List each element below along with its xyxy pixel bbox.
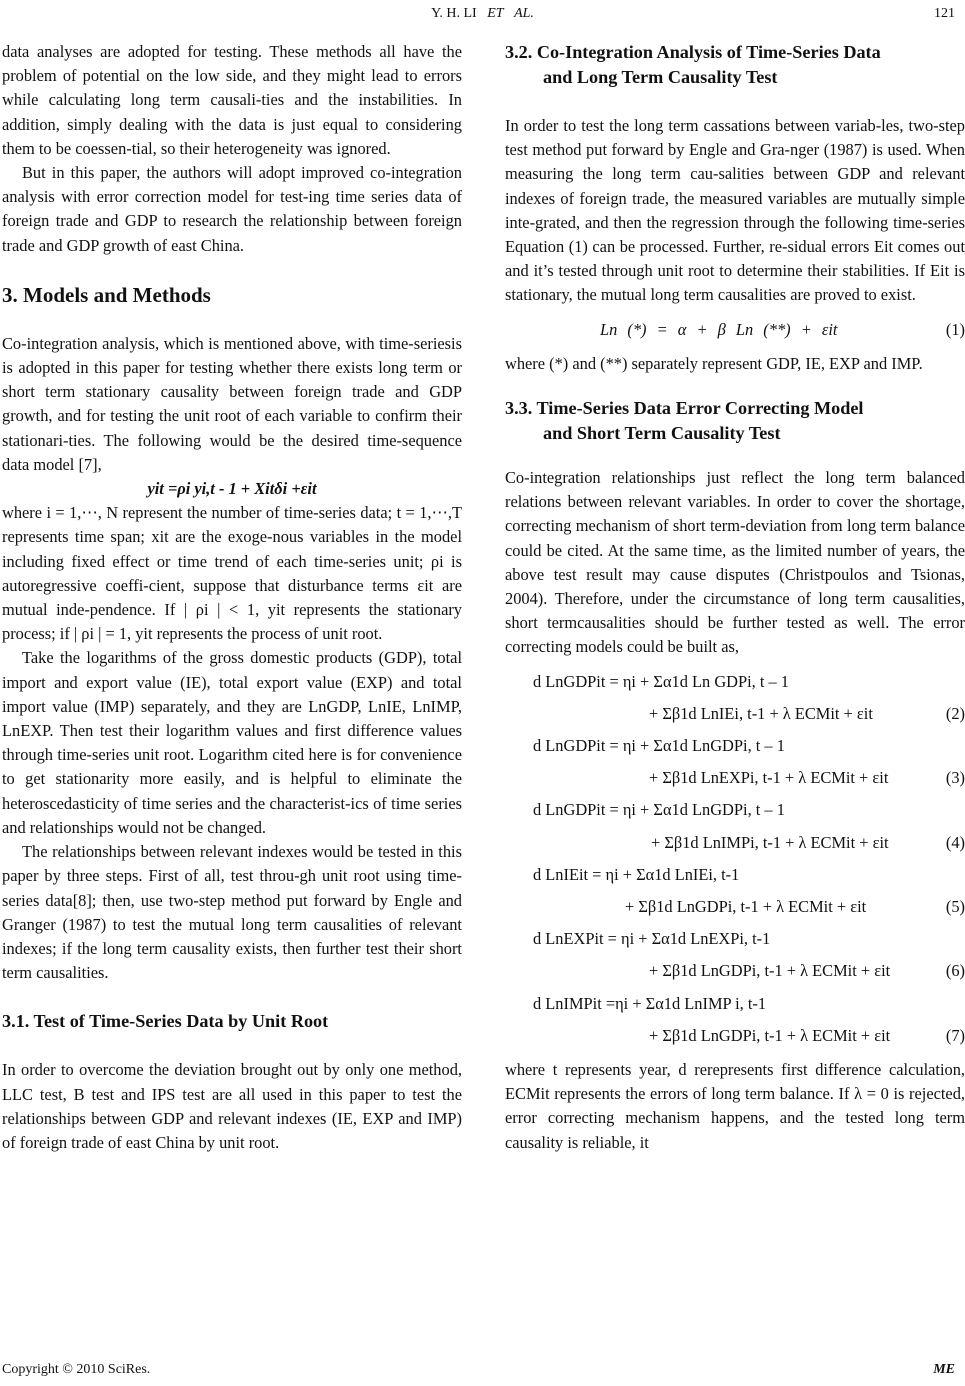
equation-5-number: (5) [945,896,965,916]
equation-2-line-2 [505,702,965,726]
running-head-al: AL. [514,6,534,21]
right-paragraph-4: where t represents year, d rerepresents first difference calculation, ECMit represents the errors of long term balance. If λ = 0 is rejected, error correcting mechanism happens, and the tested long term causality is reliable, it [505,1059,965,1152]
equation-7-lhs: d LnIMPit =ηi + Σα1d LnIMP i, t-1 [533,993,767,1013]
left-paragraph-3: Co-integration analysis, which is mentioned above, with time-seriesis is adopted in this paper for testing whether there exists long term or short term stationary causality between foreign trade and GDP growth, and for testing the unit root of each variable to confirm their stationari-ties. The following would be the desired time-sequence data model [7], [2,333,462,474]
section-3-3-heading-line-1: 3.3. Time-Series Data Error Correcting Model [505,398,864,419]
section-3-3-heading-line-2: and Short Term Causality Test [543,423,781,444]
equation-3-line-2 [505,766,965,790]
equation-6-line-1 [505,927,965,951]
equation-7-rhs: + Σβ1d LnGDPi, t-1 + λ ECMit + εit [649,1025,891,1045]
equation-4-lhs: d LnGDPit = ηi + Σα1d LnGDPi, t – 1 [533,800,785,820]
page-header [0,6,965,26]
equation-6-rhs: + Σβ1d LnGDPi, t-1 + λ ECMit + εit [649,961,891,981]
left-paragraph-7: In order to overcome the deviation brought out by only one method, LLC test, B test and IPS test are all used in this paper to test the relationships between GDP and relevant indexes (IE, EXP and IMP) of foreign trade of east China by unit root. [2,1060,462,1152]
running-head-authors: Y. H. LI [431,6,477,21]
left-paragraph-6: The relationships between relevant indexes would be tested in this paper by three steps. First of all, test throu-gh unit root using time-series data[8]; then, use two-step method put forward by Engle and Granger (1987) to test the mutual long term causalities of relevant indexes; if the long term causality exists, then further test their short term causalities. [2,842,462,983]
equation-4-line-2 [505,831,965,855]
equation-6-line-2 [505,959,965,983]
equation-6-lhs: d LnEXPit = ηi + Σα1d LnEXPi, t-1 [533,929,771,949]
equation-4-line-1 [505,798,965,822]
error-correcting-equations [505,670,965,1048]
equation-1-number: (1) [945,319,965,339]
running-head [0,6,965,22]
equation-5-lhs: d LnIEit = ηi + Σα1d LnIEi, t-1 [533,864,740,884]
right-paragraph-2: where (*) and (**) separately represent GDP, IE, EXP and IMP. [505,353,923,373]
section-3-3-heading [505,396,965,446]
section-3-heading: 3. Models and Methods [2,282,211,307]
equation-7-line-2 [505,1024,965,1048]
left-paragraph-2: But in this paper, the authors will adopt improved co-integration analysis with error correction model for test-ing time series data of foreign trade and GDP to research the relationship between foreign trade and GDP growth of east China. [2,163,462,255]
equation-5-rhs: + Σβ1d LnGDPi, t-1 + λ ECMit + εit [625,896,867,916]
journal-abbreviation: ME [933,1362,955,1377]
equation-4-number: (4) [945,832,965,852]
section-3-2-heading-line-1: 3.2. Co-Integration Analysis of Time-Series Data [505,42,881,62]
section-3-2-heading-line-2: and Long Term Causality Test [543,67,778,87]
left-paragraph-4: where i = 1,⋯, N represent the number of time-series data; t = 1,⋯,T represents time span; xit are the exoge-nous variables in the model including fixed effect or time trend of each time-series unit; ρi is autoregressive coeffi-cient, suppose that disturbance terms εit are mutual inde-pendence. If | ρi | < 1, yit represents the stationary process; if | ρi | = 1, yit represents the process of unit root. [2,503,462,644]
right-column [505,40,965,1155]
equation-2-lhs: d LnGDPit = ηi + Σα1d Ln GDPi, t – 1 [533,671,789,691]
page-number: 121 [934,6,955,21]
running-head-et: ET [487,6,504,21]
section-3-2-heading [505,40,965,90]
right-paragraph-3: Co-integration relationships just reflect the long term balanced relations between relevant variables. In order to cover the shortage, correcting mechanism of short term-deviation from long term balance could be cited. At the same time, as the limited number of years, the above test result may cause disputes (Christpoulos and Tsionas, 2004). Therefore, under the circumstance of long term causalities, short termcausalities should be further tested as well. The error correcting models could be built as, [505,468,965,657]
equation-3-rhs: + Σβ1d LnEXPi, t-1 + λ ECMit + εit [649,768,889,788]
right-paragraph-1: In order to test the long term cassations between variab-les, two-step test method put forward by Engle and Gra-nger (1987) is used. When measuring the long term cau-salities between GDP and relevant indexes of foreign trade, the measured variables are mutually simple inte-grated, and then the regression through the following time-series Equation (1) can be processed. Further, re-sidual errors Eit comes out and it’s tested through unit root to determine their stabilities. If Eit is stationary, the mutual long term causalities are proved to exist. [505,116,965,305]
section-3-1-heading: 3.1. Test of Time-Series Data by Unit Root [2,1011,329,1032]
equation-1-body: Ln (*) = α + β Ln (**) + εit [600,319,838,339]
left-paragraph-1: data analyses are adopted for testing. These methods all have the problem of potential on the low side, and they might lead to errors while calculating long term causali-ties and the instabilities. In addition, simply dealing with the data is just equal to considering them to be coessen-tial, so their heterogeneity was ignored. [2,42,462,158]
equation-2-line-1 [505,670,965,694]
equation-7-number: (7) [945,1025,965,1045]
left-paragraph-5: Take the logarithms of the gross domestic products (GDP), total import and export value (IE), total export value (EXP) and total import value (IMP) separately, and they are LnGDP, LnIE, LnIMP, LnEXP. Then test their logarithm values and first difference values through time-series unit root. Logarithm cited here is for convenience to get stationarity more easily, and is helpful to eliminate the heteroscedasticity of time series and the characterist-ics of time series and relationships would not be changed. [2,648,462,837]
model-equation: yit =ρi yi,t - 1 + Xitδi +εit [147,479,317,499]
equation-3-number: (3) [945,768,965,788]
equation-6-number: (6) [945,961,965,981]
equation-2-rhs: + Σβ1d LnIEi, t-1 + λ ECMit + εit [649,703,873,723]
equation-5-line-2 [505,895,965,919]
equation-7-line-1 [505,992,965,1016]
equation-1 [505,318,965,342]
copyright-notice: Copyright © 2010 SciRes. [2,1362,151,1377]
left-column [2,40,462,1155]
equation-5-line-1 [505,863,965,887]
equation-2-number: (2) [945,703,965,723]
equation-3-lhs: d LnGDPit = ηi + Σα1d LnGDPi, t – 1 [533,736,785,756]
equation-3-line-1 [505,734,965,758]
equation-4-rhs: + Σβ1d LnIMPi, t-1 + λ ECMit + εit [651,832,889,852]
